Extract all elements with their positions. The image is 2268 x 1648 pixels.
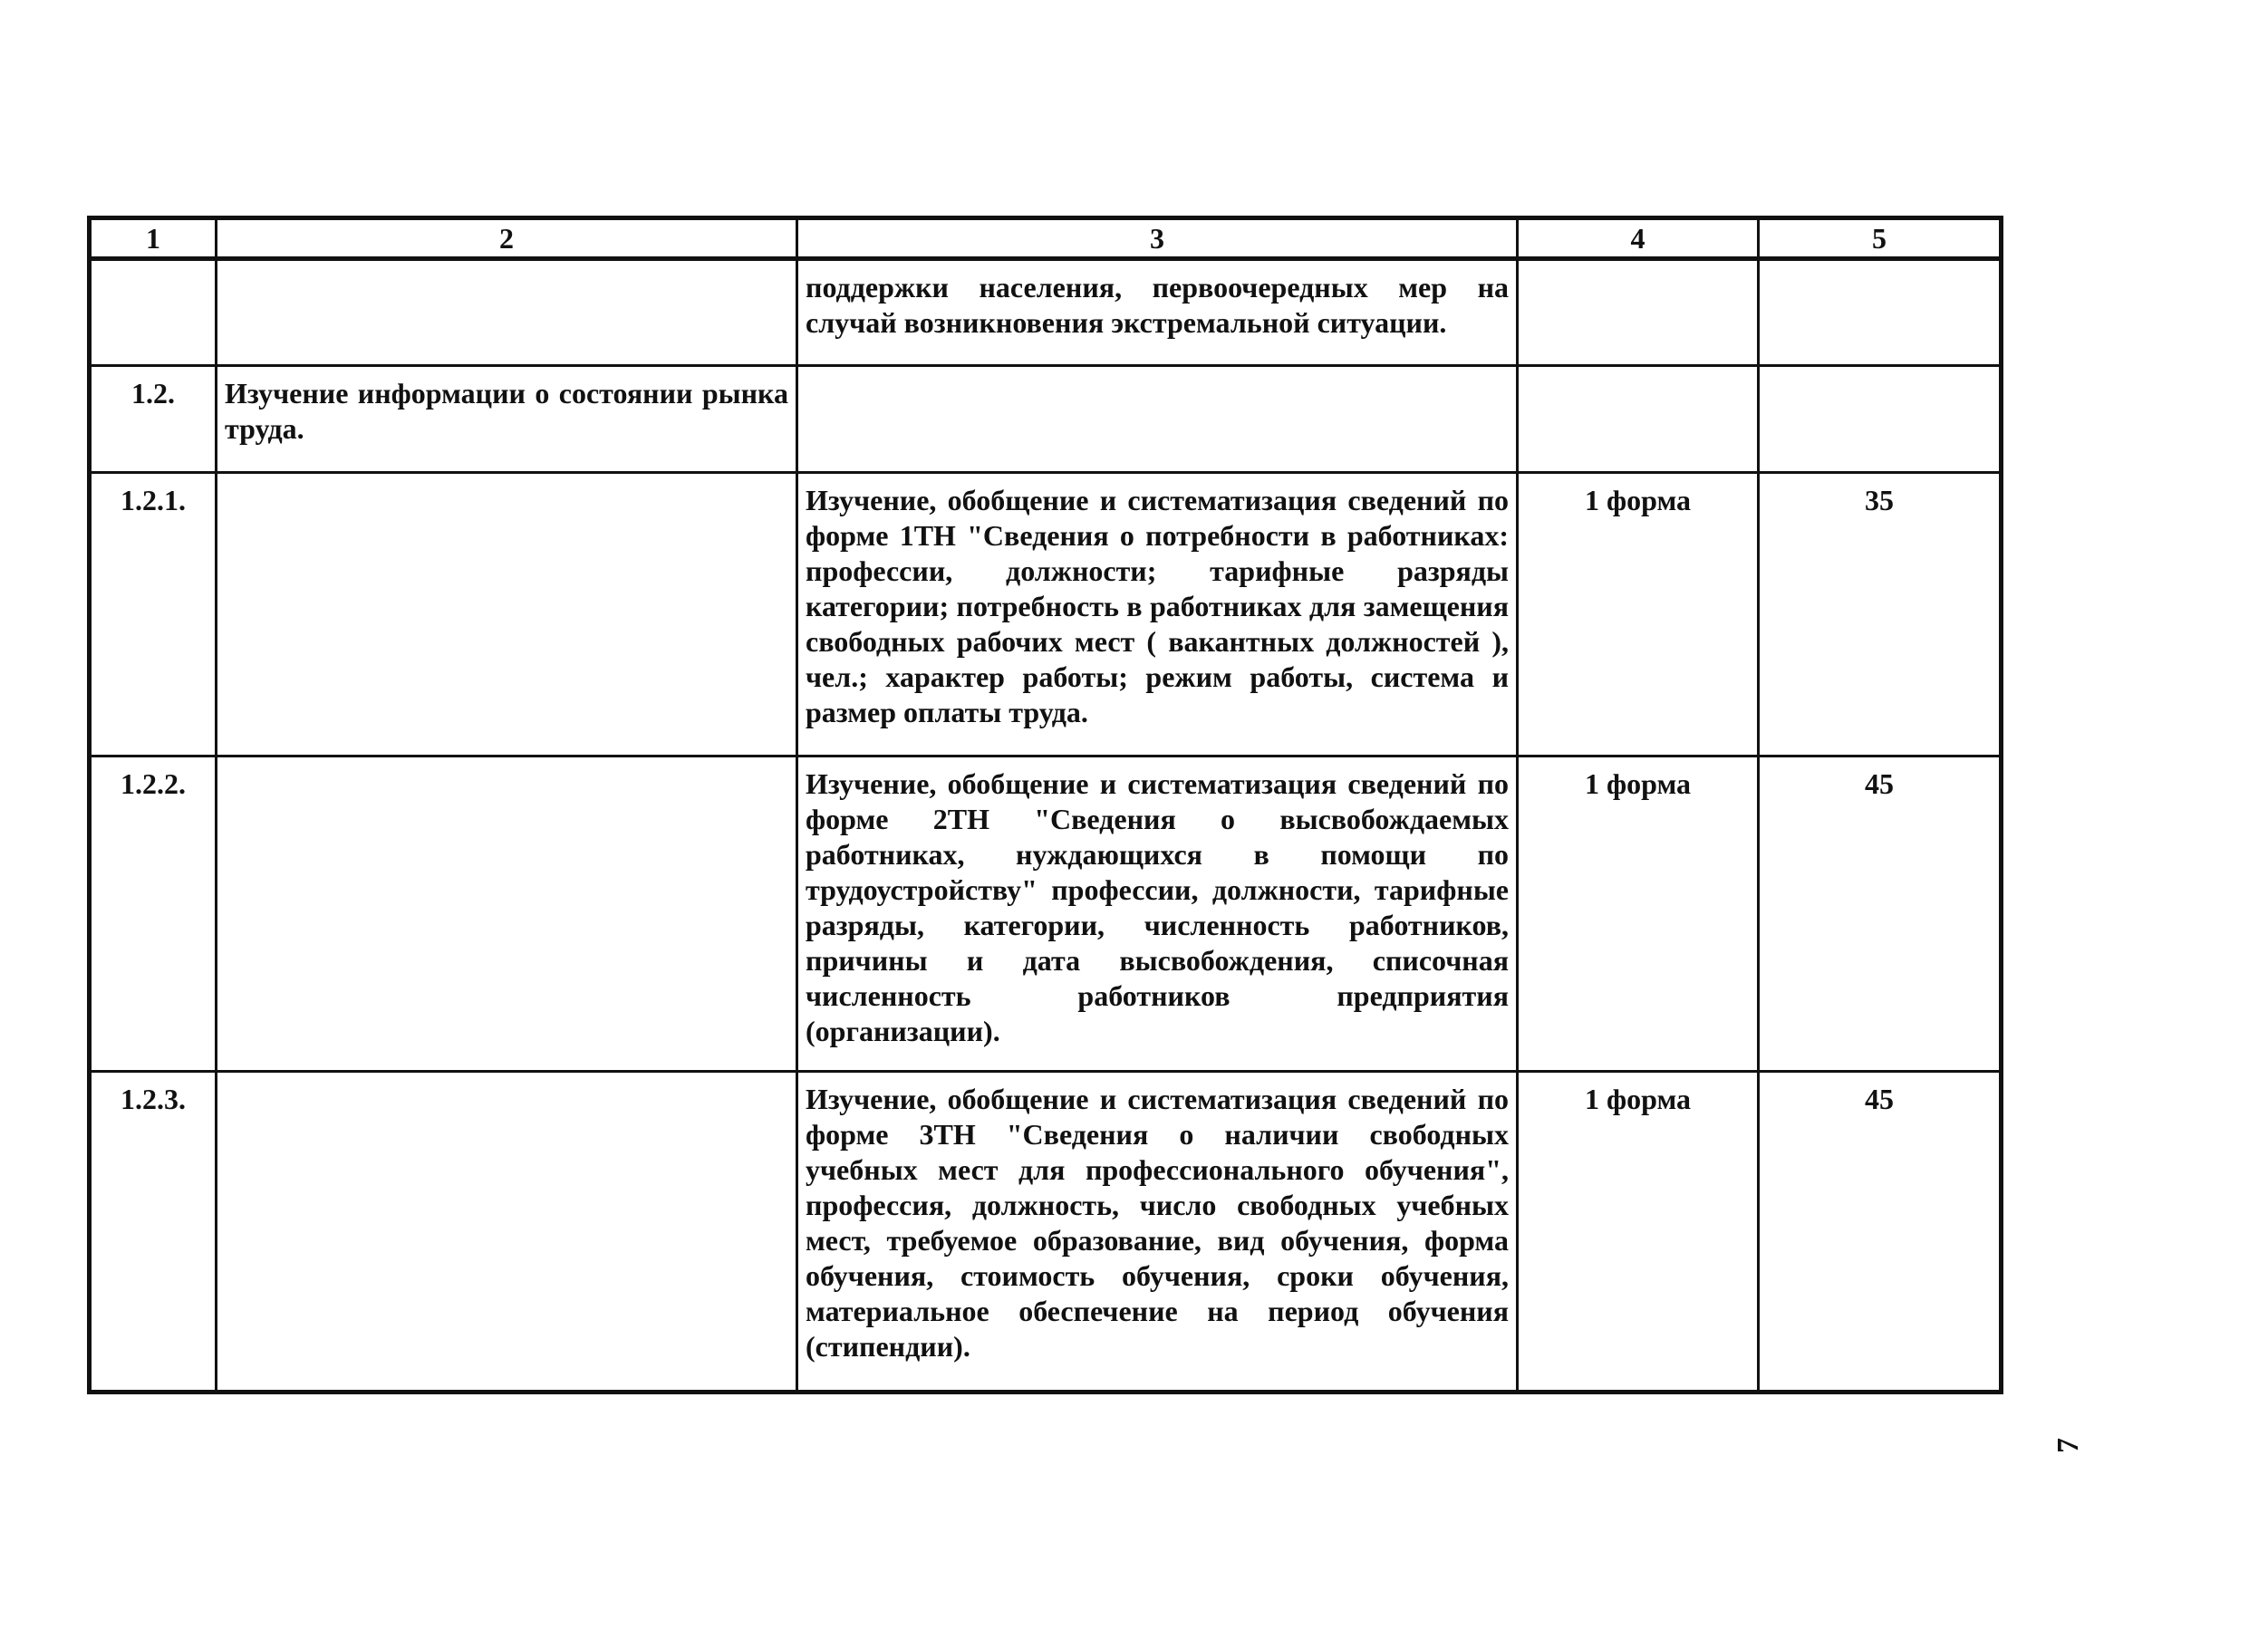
row-description: Изучение, обобщение и систематизация сведений по форме 2ТН "Сведения о высвобождаемых работниках, нуждающихся в помощи по трудоустройству" профессии, должности, тарифные разряды, категории, численность работников, причины и дата высвобождения, списочная численность работников предприятия (организации). — [797, 757, 1518, 1072]
row-description: поддержки населения, первоочередных мер на случай возникновения экстремальной ситуации. — [797, 259, 1518, 366]
row-value — [1759, 259, 2002, 366]
header-col-1: 1 — [90, 218, 217, 259]
page-number: 7 — [2051, 1438, 2085, 1453]
header-col-3: 3 — [797, 218, 1518, 259]
row-number: 1.2.2. — [90, 757, 217, 1072]
row-unit — [1518, 259, 1759, 366]
row-name — [217, 1072, 797, 1393]
table-row — [90, 259, 2002, 366]
table-row — [90, 473, 2002, 757]
row-unit — [1518, 366, 1759, 473]
table-header — [90, 218, 2002, 259]
row-value — [1759, 366, 2002, 473]
row-value: 45 — [1759, 757, 2002, 1072]
row-number: 1.2.3. — [90, 1072, 217, 1393]
row-number: 1.2.1. — [90, 473, 217, 757]
table-body — [90, 259, 2002, 1393]
row-unit: 1 форма — [1518, 1072, 1759, 1393]
row-value: 35 — [1759, 473, 2002, 757]
row-number: 1.2. — [90, 366, 217, 473]
row-description: Изучение, обобщение и систематизация сведений по форме 1ТН "Сведения о потребности в работниках: профессии, должности; тарифные разряды категории; потребность в работниках для замещения свободных рабочих мест ( вакантных должностей ), чел.; характер работы; режим работы, система и размер оплаты труда. — [797, 473, 1518, 757]
row-name — [217, 757, 797, 1072]
row-description: Изучение, обобщение и систематизация сведений по форме 3ТН "Сведения о наличии свободных учебных мест для профессионального обучения", профессия, должность, число свободных учебных мест, требуемое образование, вид обучения, форма обучения, стоимость обучения, сроки обучения, материальное обеспечение на период обучения (стипендии). — [797, 1072, 1518, 1393]
document-table — [87, 216, 2003, 1394]
row-name: Изучение информации о состоянии рынка труда. — [217, 366, 797, 473]
table-row — [90, 366, 2002, 473]
header-col-5: 5 — [1759, 218, 2002, 259]
row-unit: 1 форма — [1518, 473, 1759, 757]
row-name — [217, 259, 797, 366]
header-row — [90, 218, 2002, 259]
header-col-2: 2 — [217, 218, 797, 259]
table-row — [90, 1072, 2002, 1393]
row-value: 45 — [1759, 1072, 2002, 1393]
row-number — [90, 259, 217, 366]
row-name — [217, 473, 797, 757]
table-row — [90, 757, 2002, 1072]
row-unit: 1 форма — [1518, 757, 1759, 1072]
header-col-4: 4 — [1518, 218, 1759, 259]
row-description — [797, 366, 1518, 473]
